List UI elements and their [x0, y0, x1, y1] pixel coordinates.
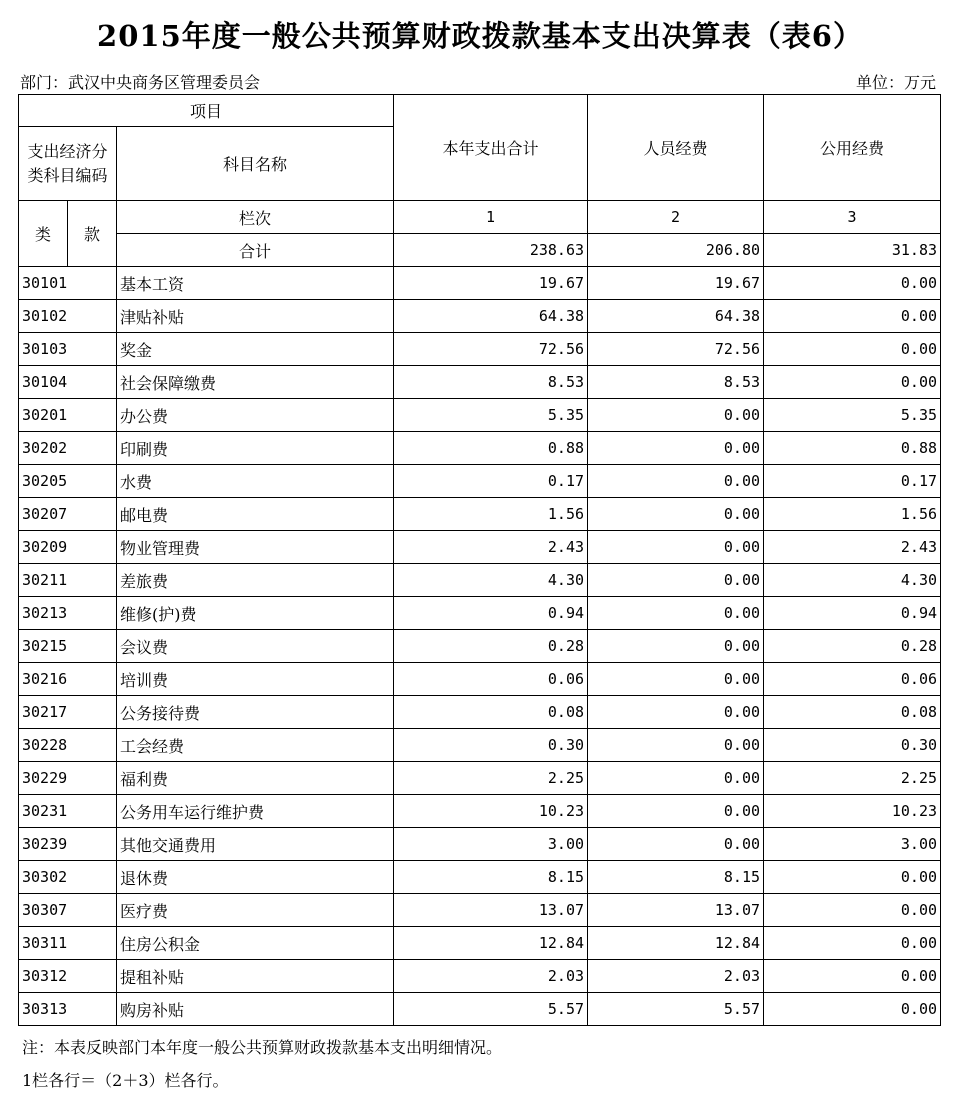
row-name: 福利费	[117, 762, 394, 795]
row-total: 0.08	[394, 696, 588, 729]
row-personnel: 0.00	[588, 696, 764, 729]
row-total: 8.15	[394, 861, 588, 894]
row-personnel: 0.00	[588, 432, 764, 465]
row-name: 购房补贴	[117, 993, 394, 1026]
row-total: 0.06	[394, 663, 588, 696]
table-row	[19, 894, 941, 927]
header-col3: 公用经费	[764, 95, 941, 201]
row-code: 30311	[19, 927, 117, 960]
row-name: 退休费	[117, 861, 394, 894]
row-total: 12.84	[394, 927, 588, 960]
row-code: 30211	[19, 564, 117, 597]
row-public: 0.94	[764, 597, 941, 630]
row-code: 30313	[19, 993, 117, 1026]
row-public: 0.00	[764, 861, 941, 894]
row-personnel: 0.00	[588, 465, 764, 498]
header-col1: 本年支出合计	[394, 95, 588, 201]
row-code: 30239	[19, 828, 117, 861]
row-public: 10.23	[764, 795, 941, 828]
header-item: 项目	[19, 95, 394, 127]
row-code: 30101	[19, 267, 117, 300]
row-personnel: 64.38	[588, 300, 764, 333]
row-name: 医疗费	[117, 894, 394, 927]
row-name: 提租补贴	[117, 960, 394, 993]
row-total: 2.25	[394, 762, 588, 795]
row-name: 水费	[117, 465, 394, 498]
row-total: 0.17	[394, 465, 588, 498]
table-row	[19, 795, 941, 828]
header-col-index: 栏次	[117, 201, 394, 234]
header-idx3: 3	[764, 201, 941, 234]
row-total: 5.57	[394, 993, 588, 1026]
row-public: 0.08	[764, 696, 941, 729]
row-code: 30228	[19, 729, 117, 762]
department-label: 部门：武汉中央商务区管理委员会	[20, 73, 261, 92]
row-total: 8.53	[394, 366, 588, 399]
row-public: 0.06	[764, 663, 941, 696]
row-total: 3.00	[394, 828, 588, 861]
header-idx2: 2	[588, 201, 764, 234]
row-code: 30205	[19, 465, 117, 498]
row-personnel: 2.03	[588, 960, 764, 993]
unit-label: 单位：万元	[855, 73, 936, 92]
row-name: 公务接待费	[117, 696, 394, 729]
row-name: 维修(护)费	[117, 597, 394, 630]
total-personnel: 206.80	[588, 234, 764, 267]
row-public: 0.00	[764, 960, 941, 993]
row-personnel: 0.00	[588, 498, 764, 531]
header-kuan: 款	[68, 201, 117, 267]
row-personnel: 8.15	[588, 861, 764, 894]
row-code: 30231	[19, 795, 117, 828]
row-public: 0.17	[764, 465, 941, 498]
row-public: 1.56	[764, 498, 941, 531]
table-row	[19, 597, 941, 630]
note-formula: 1栏各行＝（2＋3）栏各行。	[22, 1071, 229, 1090]
row-name: 培训费	[117, 663, 394, 696]
row-total: 5.35	[394, 399, 588, 432]
row-total: 0.28	[394, 630, 588, 663]
row-public: 0.00	[764, 366, 941, 399]
row-personnel: 13.07	[588, 894, 764, 927]
row-personnel: 5.57	[588, 993, 764, 1026]
row-public: 3.00	[764, 828, 941, 861]
table-row	[19, 729, 941, 762]
row-public: 0.30	[764, 729, 941, 762]
row-name: 印刷费	[117, 432, 394, 465]
row-name: 奖金	[117, 333, 394, 366]
row-name: 工会经费	[117, 729, 394, 762]
row-public: 4.30	[764, 564, 941, 597]
row-personnel: 19.67	[588, 267, 764, 300]
row-personnel: 0.00	[588, 828, 764, 861]
row-public: 0.00	[764, 333, 941, 366]
row-personnel: 72.56	[588, 333, 764, 366]
row-public: 0.00	[764, 267, 941, 300]
table-row	[19, 564, 941, 597]
row-name: 物业管理费	[117, 531, 394, 564]
page-title: 2015年度一般公共预算财政拨款基本支出决算表（表6）	[97, 19, 863, 53]
row-code: 30216	[19, 663, 117, 696]
table-row	[19, 927, 941, 960]
row-total: 19.67	[394, 267, 588, 300]
row-total: 0.30	[394, 729, 588, 762]
table-row	[19, 828, 941, 861]
row-total: 2.03	[394, 960, 588, 993]
table-row	[19, 663, 941, 696]
row-public: 0.28	[764, 630, 941, 663]
row-name: 办公费	[117, 399, 394, 432]
row-personnel: 0.00	[588, 762, 764, 795]
row-total: 64.38	[394, 300, 588, 333]
row-total: 4.30	[394, 564, 588, 597]
row-code: 30202	[19, 432, 117, 465]
table-row	[19, 366, 941, 399]
header-subject-name: 科目名称	[117, 127, 394, 201]
table-row	[19, 531, 941, 564]
table-row	[19, 498, 941, 531]
table-row	[19, 762, 941, 795]
table-row	[19, 861, 941, 894]
table-row	[19, 465, 941, 498]
row-name: 邮电费	[117, 498, 394, 531]
row-personnel: 8.53	[588, 366, 764, 399]
row-code: 30302	[19, 861, 117, 894]
row-personnel: 12.84	[588, 927, 764, 960]
row-total: 0.94	[394, 597, 588, 630]
row-code: 30307	[19, 894, 117, 927]
total-label: 合计	[117, 234, 394, 267]
header-col2: 人员经费	[588, 95, 764, 201]
table-row	[19, 300, 941, 333]
row-total: 13.07	[394, 894, 588, 927]
row-personnel: 0.00	[588, 564, 764, 597]
row-code: 30215	[19, 630, 117, 663]
row-public: 0.00	[764, 993, 941, 1026]
total-value: 238.63	[394, 234, 588, 267]
table-row	[19, 993, 941, 1026]
row-total: 0.88	[394, 432, 588, 465]
row-public: 0.00	[764, 927, 941, 960]
row-code: 30217	[19, 696, 117, 729]
row-public: 2.25	[764, 762, 941, 795]
row-personnel: 0.00	[588, 795, 764, 828]
table-row	[19, 333, 941, 366]
table-row	[19, 960, 941, 993]
row-name: 基本工资	[117, 267, 394, 300]
row-public: 2.43	[764, 531, 941, 564]
row-code: 30229	[19, 762, 117, 795]
row-public: 0.00	[764, 894, 941, 927]
row-personnel: 0.00	[588, 597, 764, 630]
row-name: 差旅费	[117, 564, 394, 597]
row-code: 30201	[19, 399, 117, 432]
row-personnel: 0.00	[588, 630, 764, 663]
row-total: 10.23	[394, 795, 588, 828]
table-row	[19, 399, 941, 432]
row-personnel: 0.00	[588, 729, 764, 762]
row-name: 会议费	[117, 630, 394, 663]
row-name: 其他交通费用	[117, 828, 394, 861]
row-total: 2.43	[394, 531, 588, 564]
row-total: 1.56	[394, 498, 588, 531]
row-code: 30209	[19, 531, 117, 564]
row-public: 0.00	[764, 300, 941, 333]
total-public: 31.83	[764, 234, 941, 267]
row-code: 30207	[19, 498, 117, 531]
header-lei: 类	[19, 201, 68, 267]
row-personnel: 0.00	[588, 531, 764, 564]
row-code: 30312	[19, 960, 117, 993]
row-personnel: 0.00	[588, 663, 764, 696]
row-code: 30104	[19, 366, 117, 399]
note-description: 注：本表反映部门本年度一般公共预算财政拨款基本支出明细情况。	[22, 1038, 503, 1057]
row-public: 5.35	[764, 399, 941, 432]
row-name: 住房公积金	[117, 927, 394, 960]
table-row	[19, 432, 941, 465]
header-idx1: 1	[394, 201, 588, 234]
row-name: 津贴补贴	[117, 300, 394, 333]
row-personnel: 0.00	[588, 399, 764, 432]
table-row	[19, 267, 941, 300]
table-row	[19, 630, 941, 663]
row-code: 30213	[19, 597, 117, 630]
row-name: 社会保障缴费	[117, 366, 394, 399]
row-name: 公务用车运行维护费	[117, 795, 394, 828]
row-code: 30102	[19, 300, 117, 333]
table-row	[19, 696, 941, 729]
row-code: 30103	[19, 333, 117, 366]
header-code-title: 支出经济分类科目编码	[19, 127, 117, 201]
row-total: 72.56	[394, 333, 588, 366]
expenditure-table	[18, 94, 941, 1026]
row-public: 0.88	[764, 432, 941, 465]
